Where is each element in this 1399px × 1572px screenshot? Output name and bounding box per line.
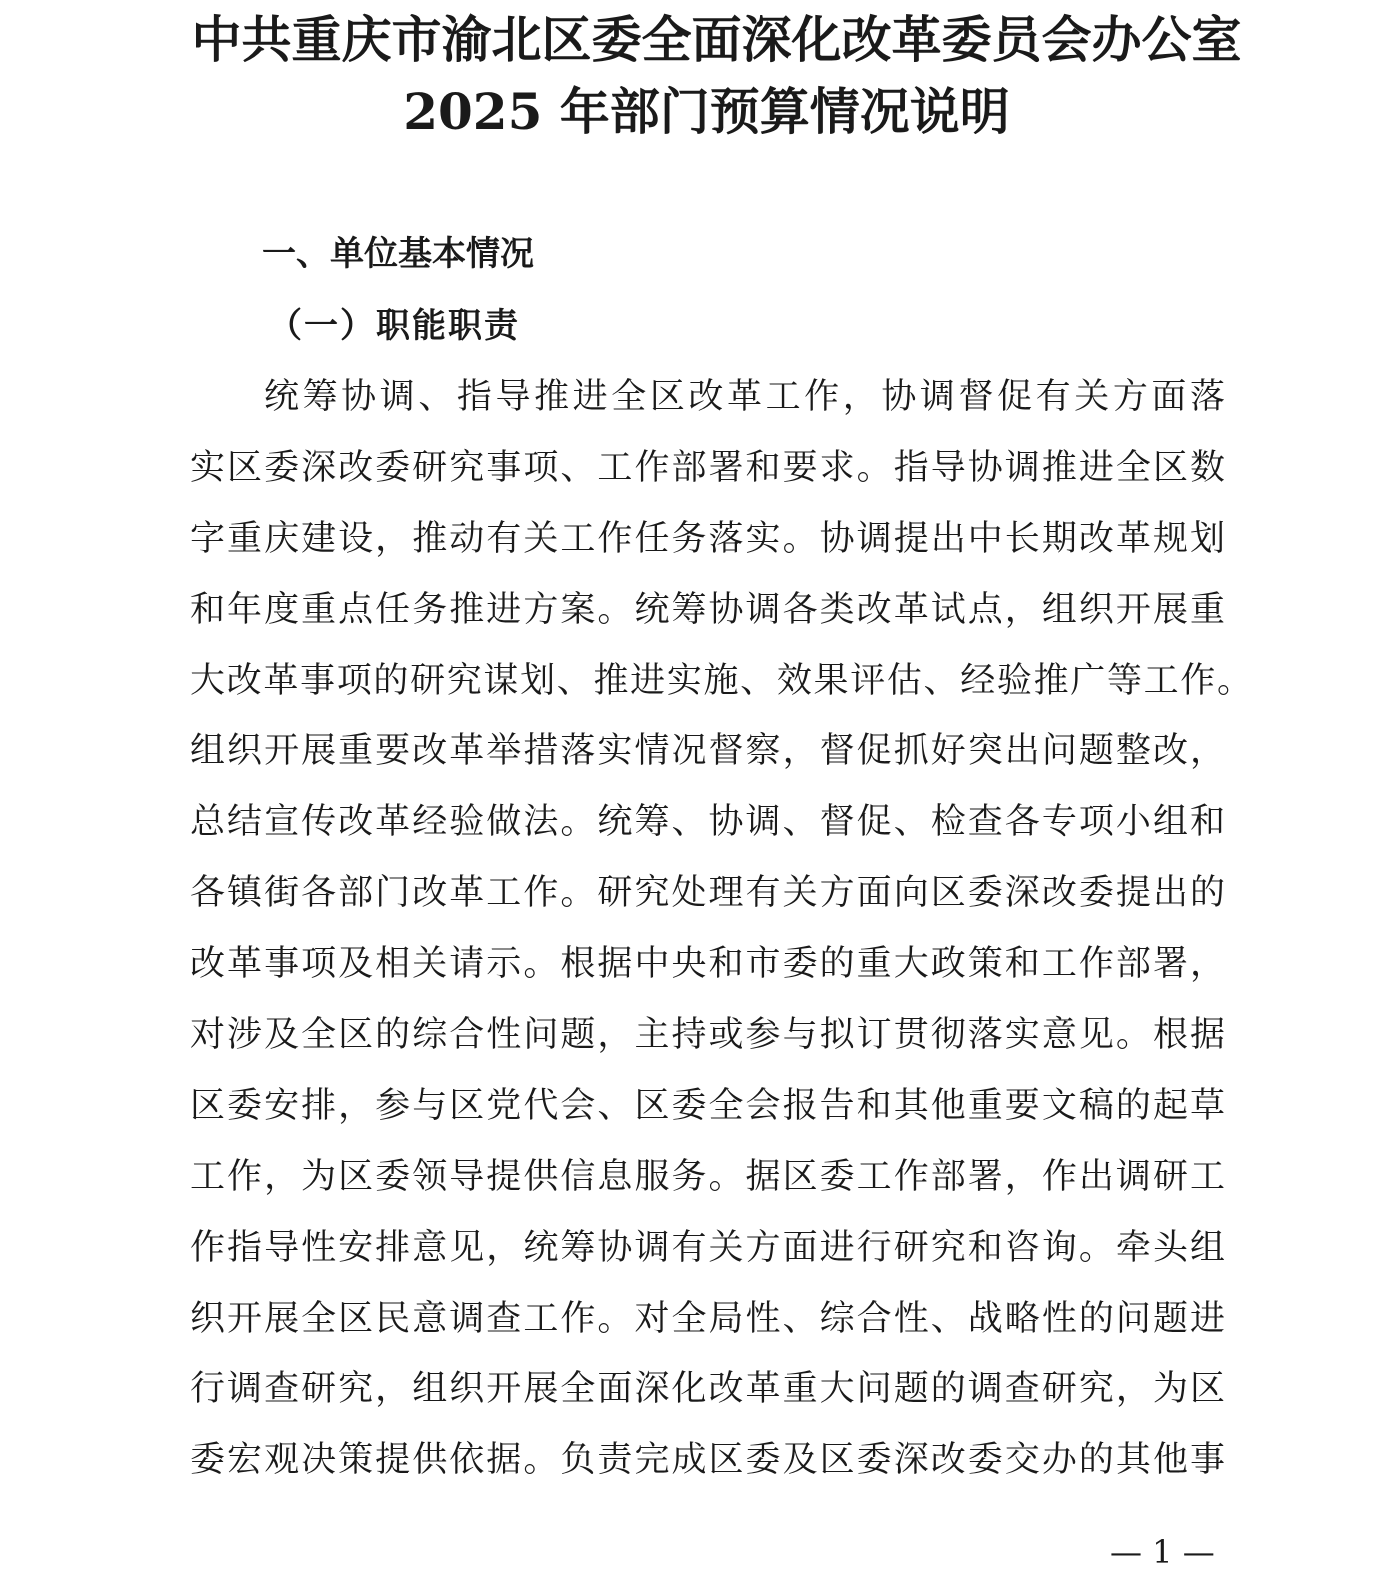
body-line: 各镇街各部门改革工作。研究处理有关方面向区委深改委提出的 — [190, 873, 1225, 914]
body-line: 行调查研究，组织开展全面深化改革重大问题的调查研究，为区 — [190, 1369, 1225, 1410]
body-line: 作指导性安排意见，统筹协调有关方面进行研究和咨询。牵头组 — [190, 1227, 1225, 1268]
section-heading: 一、单位基本情况 — [262, 234, 534, 274]
page-number: — 1 — — [1110, 1533, 1215, 1571]
body-line: 统筹协调、指导推进全区改革工作，协调督促有关方面落 — [264, 377, 1225, 417]
body-line: 总结宣传改革经验做法。统筹、协调、督促、检查各专项小组和 — [190, 802, 1225, 843]
body-line: 实区委深改委研究事项、工作部署和要求。指导协调推进全区数 — [190, 447, 1225, 488]
document-title-line-1: 中共重庆市渝北区委全面深化改革委员会办公室 — [191, 10, 1242, 69]
body-line: 大改革事项的研究谋划、推进实施、效果评估、经验推广等工作。 — [190, 660, 1252, 701]
body-line: 织开展全区民意调查工作。对全局性、综合性、战略性的问题进 — [190, 1298, 1225, 1339]
sub-heading: （一）职能职责 — [268, 306, 520, 346]
body-line: 组织开展重要改革举措落实情况督察，督促抓好突出问题整改， — [190, 731, 1225, 772]
body-line: 对涉及全区的综合性问题，主持或参与拟订贯彻落实意见。根据 — [190, 1015, 1225, 1056]
body-line: 委宏观决策提供依据。负责完成区委及区委深改委交办的其他事 — [190, 1440, 1225, 1481]
body-line: 工作，为区委领导提供信息服务。据区委工作部署，作出调研工 — [190, 1156, 1225, 1197]
body-line: 字重庆建设，推动有关工作任务落实。协调提出中长期改革规划 — [190, 518, 1225, 559]
body-paragraph — [190, 362, 1250, 1496]
body-line: 改革事项及相关请示。根据中央和市委的重大政策和工作部署， — [190, 944, 1225, 985]
body-line: 区委安排，参与区党代会、区委全会报告和其他重要文稿的起草 — [190, 1085, 1225, 1126]
body-line: 和年度重点任务推进方案。统筹协调各类改革试点，组织开展重 — [190, 589, 1225, 630]
document-title-line-2: 2025 年部门预算情况说明 — [403, 82, 1010, 141]
